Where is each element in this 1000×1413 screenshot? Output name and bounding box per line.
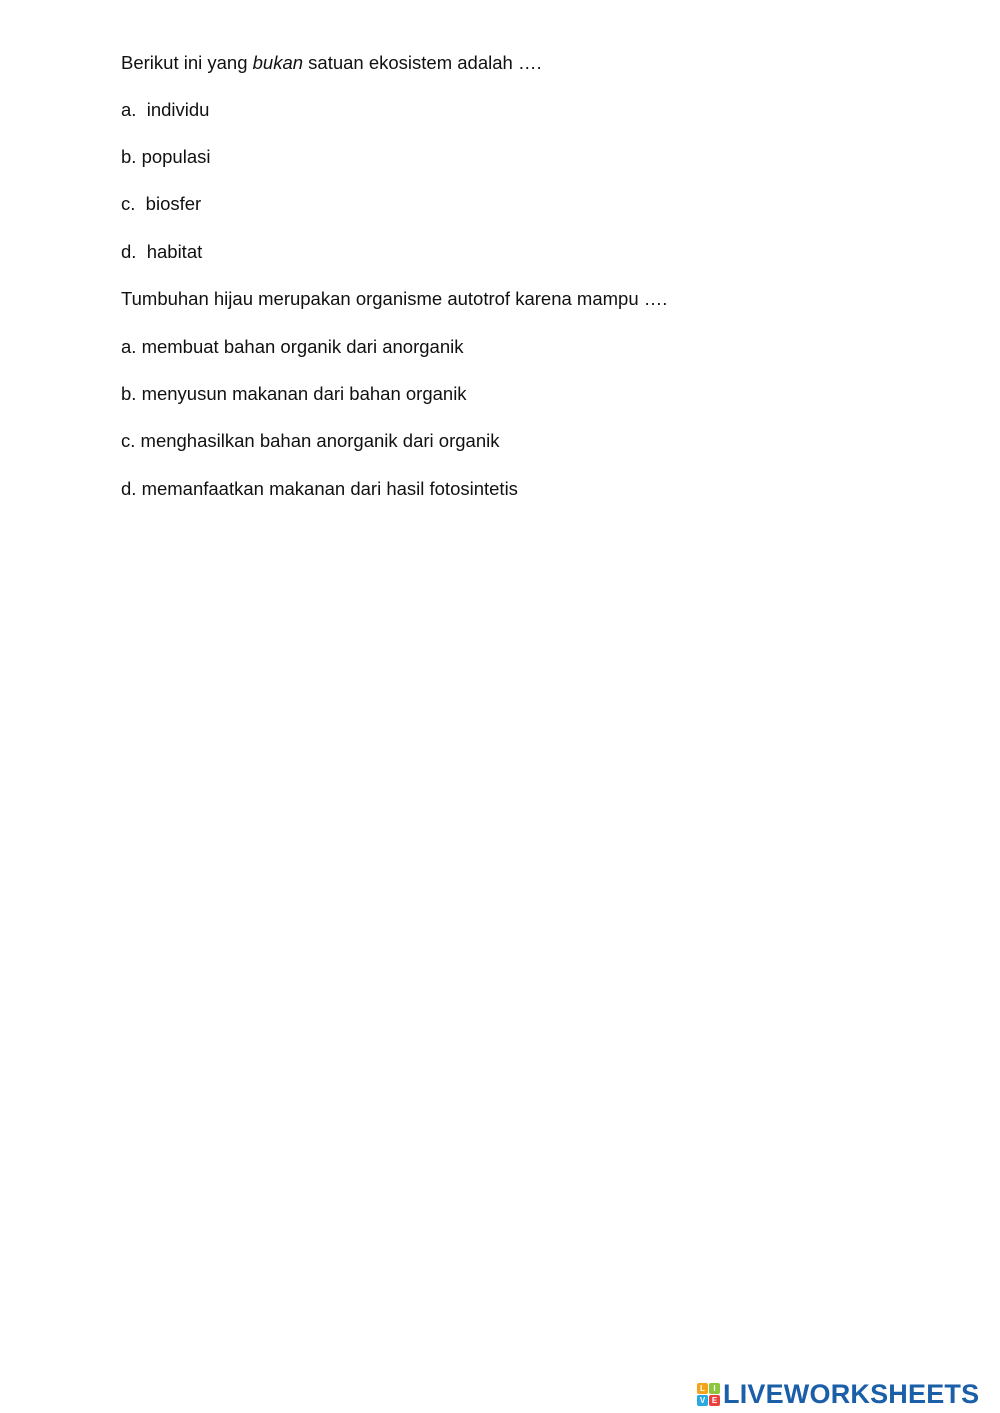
question-1-option-b[interactable]: b. populasi xyxy=(121,146,211,167)
logo-tile-l: L xyxy=(697,1383,708,1394)
question-2-prompt: Tumbuhan hijau merupakan organisme autotrof karena mampu …. xyxy=(121,288,668,309)
liveworksheets-logo-icon xyxy=(697,1383,720,1406)
question-1-option-a[interactable]: a. individu xyxy=(121,99,210,120)
logo-tile-i: I xyxy=(709,1383,720,1394)
question-2-option-c[interactable]: c. menghasilkan bahan anorganik dari organik xyxy=(121,430,500,451)
question-2-option-d[interactable]: d. memanfaatkan makanan dari hasil fotosintetis xyxy=(121,478,518,499)
liveworksheets-logo-text: LIVEWORKSHEETS xyxy=(723,1378,980,1409)
question-1-prompt-end: satuan ekosistem adalah …. xyxy=(303,52,542,73)
question-1-prompt-start: Berikut ini yang xyxy=(121,52,253,73)
logo-tile-v: V xyxy=(697,1395,708,1406)
question-1-option-d[interactable]: d. habitat xyxy=(121,241,203,262)
logo-tile-e: E xyxy=(709,1395,720,1406)
question-1-option-c[interactable]: c. biosfer xyxy=(121,193,202,214)
liveworksheets-logo xyxy=(697,1379,979,1409)
question-2-option-a[interactable]: a. membuat bahan organik dari anorganik xyxy=(121,336,464,357)
question-1-prompt xyxy=(121,52,542,74)
question-2-option-b[interactable]: b. menyusun makanan dari bahan organik xyxy=(121,383,467,404)
question-1-prompt-emphasis: bukan xyxy=(252,52,304,73)
